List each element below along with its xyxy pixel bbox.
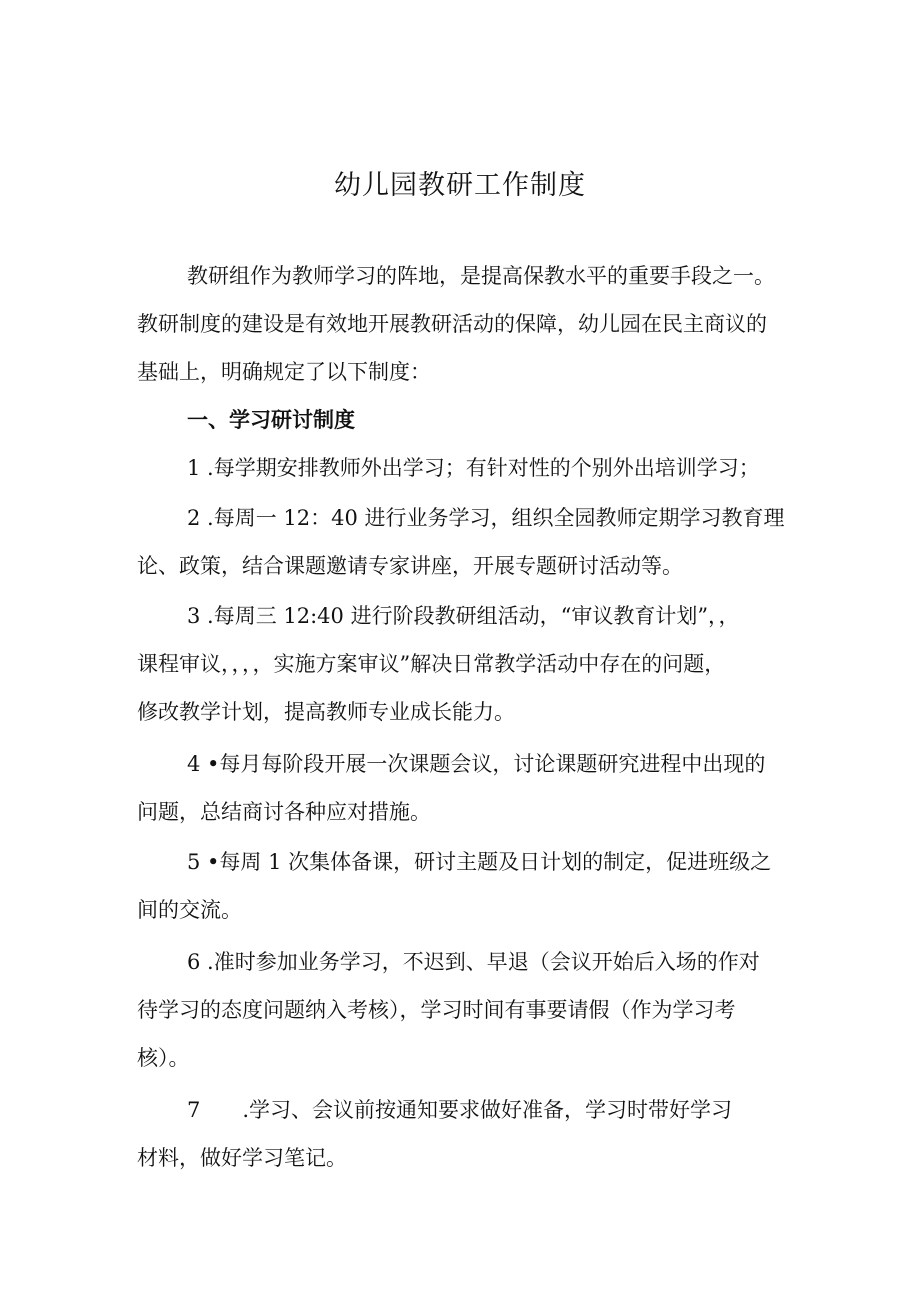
intro-line: 教研组作为教师学习的阵地，是提高保教水平的重要手段之一。	[187, 264, 775, 288]
item-line: 间的交流。	[137, 898, 242, 922]
item-line: 问题，总结商讨各种应对措施。	[137, 800, 431, 824]
intro-line: 教研制度的建设是有效地开展教研活动的保障，幼儿园在民主商议的	[137, 312, 767, 336]
item-1	[137, 444, 797, 492]
item-line: 3 .每周三 12:40 进行阶段教研组活动，“审议教育计划”，，	[187, 604, 740, 628]
item-line: 材料，做好学习笔记。	[137, 1146, 347, 1170]
item-4	[137, 740, 797, 836]
item-2	[137, 494, 797, 590]
item-line: 4 •每月每阶段开展一次课题会议，讨论课题研究进程中出现的	[187, 752, 766, 776]
item-7	[137, 1086, 797, 1182]
item-line: 1 .每学期安排教师外出学习；有针对性的个别外出培训学习；	[187, 456, 760, 480]
item-line: 修改教学计划，提高教师专业成长能力。	[137, 700, 515, 724]
section-heading: 一、学习研讨制度	[187, 408, 355, 432]
item-line: 7 .学习、会议前按通知要求做好准备，学习时带好学习	[187, 1098, 733, 1122]
intro-line: 基础上，明确规定了以下制度：	[137, 360, 431, 384]
item-line: 待学习的态度问题纳入考核），学习时间有事要请假（作为学习考	[137, 998, 736, 1022]
item-line: 2 .每周一 12：40 进行业务学习，组织全园教师定期学习教育理	[187, 506, 785, 530]
intro-paragraph	[137, 252, 797, 396]
section-heading-block	[137, 396, 797, 444]
item-line: 核）。	[137, 1046, 190, 1070]
item-line: 课程审议，，，，实施方案审议”解决日常教学活动中存在的问题，	[137, 652, 726, 676]
item-line: 5 •每周 1 次集体备课，研讨主题及日计划的制定，促进班级之	[187, 850, 772, 874]
item-3	[137, 592, 797, 736]
item-line: 6 .准时参加业务学习，不迟到、早退（会议开始后入场的作对	[187, 950, 760, 974]
item-6	[137, 938, 797, 1082]
item-line: 论、政策，结合课题邀请专家讲座，开展专题研讨活动等。	[137, 554, 683, 578]
document-title: 幼儿园教研工作制度	[334, 170, 586, 201]
item-5	[137, 838, 797, 934]
